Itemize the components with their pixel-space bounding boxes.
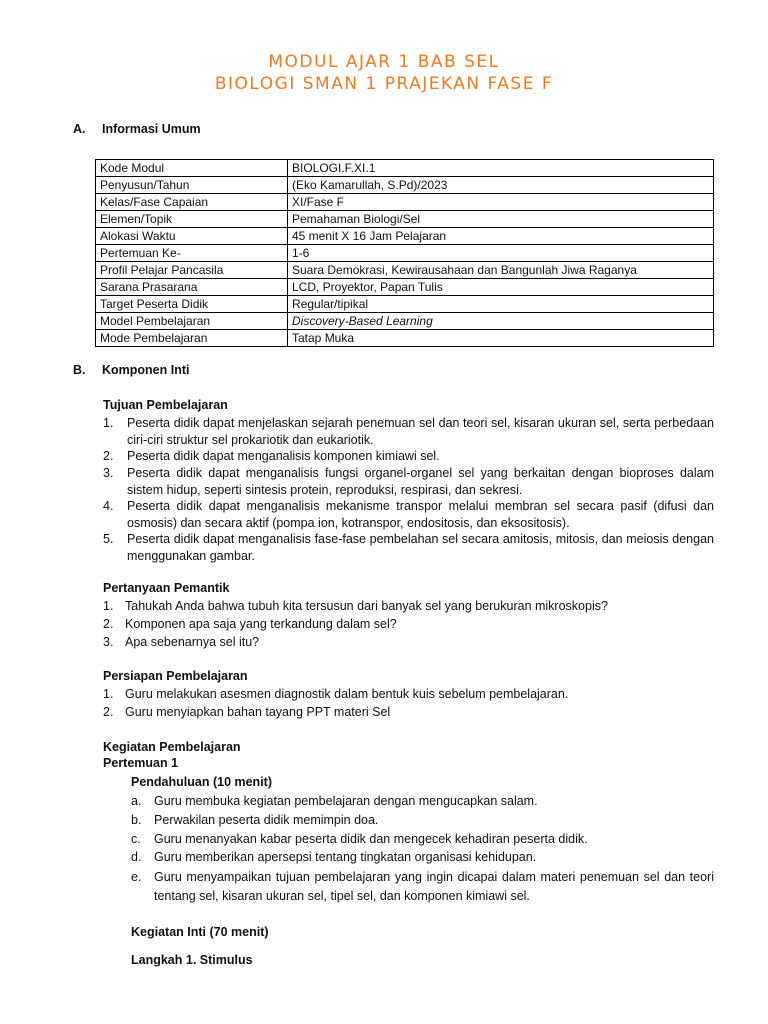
langkah-heading: Langkah 1. Stimulus <box>131 953 253 967</box>
list-letter: a. <box>131 794 142 808</box>
list-item <box>103 616 714 633</box>
list-letter: d. <box>131 850 142 864</box>
list-text: Guru membuka kegiatan pembelajaran dengan mengucapkan salam. <box>154 794 538 808</box>
list-number: 2. <box>103 449 114 463</box>
persiapan-heading: Persiapan Pembelajaran <box>103 669 248 683</box>
list-text: Peserta didik dapat menganalisis komponen kimiawi sel. <box>127 449 440 463</box>
list-item <box>131 849 714 866</box>
document-title-line-2: BIOLOGI SMAN 1 PRAJEKAN FASE F <box>214 74 554 94</box>
table-key: Kode Modul <box>96 160 288 177</box>
pendahuluan-heading: Pendahuluan (10 menit) <box>131 775 272 789</box>
list-number: 3. <box>103 466 114 480</box>
table-value: Tatap Muka <box>288 330 714 347</box>
section-b-label: Komponen Inti <box>102 363 190 377</box>
list-text: Komponen apa saja yang terkandung dalam sel? <box>125 617 397 631</box>
table-row <box>96 228 714 245</box>
list-text: Peserta didik dapat menganalisis fase-fase pembelahan sel secara amitosis, mitosis, dan meiosis dengan menggunakan gambar. <box>127 532 714 563</box>
list-text: Perwakilan peserta didik memimpin doa. <box>154 813 379 827</box>
table-row <box>96 296 714 313</box>
section-b-letter: B. <box>73 363 86 377</box>
list-text: Peserta didik dapat menjelaskan sejarah penemuan sel dan teori sel, kisaran ukuran sel, serta perbedaan ciri-ciri struktur sel prokariotik dan eukariotik. <box>127 416 714 447</box>
list-number: 2. <box>103 705 114 719</box>
list-item <box>103 634 714 651</box>
table-row <box>96 160 714 177</box>
list-item <box>131 812 714 829</box>
list-number: 4. <box>103 499 114 513</box>
table-key: Sarana Prasarana <box>96 279 288 296</box>
list-item <box>131 868 714 906</box>
list-number: 2. <box>103 617 114 631</box>
list-number: 3. <box>103 635 114 649</box>
list-item <box>103 415 714 449</box>
table-key: Penyusun/Tahun <box>96 177 288 194</box>
list-number: 5. <box>103 532 114 546</box>
pemantik-heading: Pertanyaan Pemantik <box>103 581 230 595</box>
list-text: Guru menanyakan kabar peserta didik dan mengecek kehadiran peserta didik. <box>154 832 588 846</box>
table-value: Suara Demokrasi, Kewirausahaan dan Bangunlah Jiwa Raganya <box>288 262 714 279</box>
list-item <box>103 598 714 615</box>
table-value: XI/Fase F <box>288 194 714 211</box>
kegiatan-inti-heading: Kegiatan Inti (70 menit) <box>131 925 269 939</box>
table-key: Target Peserta Didik <box>96 296 288 313</box>
list-letter: e. <box>131 870 142 884</box>
kegiatan-heading: Kegiatan Pembelajaran <box>103 740 241 754</box>
table-value: BIOLOGI.F.XI.1 <box>288 160 714 177</box>
table-value: (Eko Kamarullah, S.Pd)/2023 <box>288 177 714 194</box>
list-item <box>103 686 714 703</box>
info-table <box>95 159 714 347</box>
list-text: Guru menyiapkan bahan tayang PPT materi Sel <box>125 705 391 719</box>
table-row <box>96 177 714 194</box>
list-item <box>103 498 714 532</box>
table-value: Discovery-Based Learning <box>288 313 714 330</box>
table-row <box>96 211 714 228</box>
table-row <box>96 279 714 296</box>
table-key: Alokasi Waktu <box>96 228 288 245</box>
list-item <box>131 831 714 848</box>
table-value: 1-6 <box>288 245 714 262</box>
list-number: 1. <box>103 599 114 613</box>
table-row <box>96 313 714 330</box>
list-number: 1. <box>103 416 114 430</box>
list-text: Apa sebenarnya sel itu? <box>125 635 260 649</box>
list-letter: c. <box>131 832 141 846</box>
list-item <box>131 793 714 810</box>
list-text: Guru memberikan apersepsi tentang tingkatan organisasi kehidupan. <box>154 850 537 864</box>
list-text: Guru melakukan asesmen diagnostik dalam bentuk kuis sebelum pembelajaran. <box>125 687 569 701</box>
table-value: LCD, Proyektor, Papan Tulis <box>288 279 714 296</box>
table-row <box>96 330 714 347</box>
list-item <box>103 704 714 721</box>
list-text: Peserta didik dapat menganalisis mekanisme transpor melalui membran sel secara pasif (difusi dan osmosis) dan secara aktif (pompa ion, kotranspor, endositosis, dan eksositosis). <box>127 499 714 530</box>
list-number: 1. <box>103 687 114 701</box>
table-value: 45 menit X 16 Jam Pelajaran <box>288 228 714 245</box>
list-text: Peserta didik dapat menganalisis fungsi organel-organel sel yang berkaitan dengan bioproses dalam sistem hidup, seperti sintesis protein, reproduksi, respirasi, dan sekresi. <box>127 466 714 497</box>
table-key: Model Pembelajaran <box>96 313 288 330</box>
list-text: Tahukah Anda bahwa tubuh kita tersusun dari banyak sel yang berukuran mikroskopis? <box>125 599 608 613</box>
table-key: Kelas/Fase Capaian <box>96 194 288 211</box>
list-item <box>103 465 714 499</box>
list-item <box>103 448 714 465</box>
table-key: Elemen/Topik <box>96 211 288 228</box>
tujuan-heading: Tujuan Pembelajaran <box>103 398 228 412</box>
table-key: Pertemuan Ke- <box>96 245 288 262</box>
table-value: Pemahaman Biologi/Sel <box>288 211 714 228</box>
table-key: Mode Pembelajaran <box>96 330 288 347</box>
pertemuan-heading: Pertemuan 1 <box>103 756 179 770</box>
table-row <box>96 262 714 279</box>
document-title-line-1: MODUL AJAR 1 BAB SEL <box>268 52 500 72</box>
list-text: Guru menyampaikan tujuan pembelajaran yang ingin dicapai dalam materi penemuan sel dan teori tentang sel, kisaran ukuran sel, tipel sel, dan komponen kimiawi sel. <box>154 870 714 903</box>
table-value: Regular/tipikal <box>288 296 714 313</box>
table-row <box>96 194 714 211</box>
table-key: Profil Pelajar Pancasila <box>96 262 288 279</box>
list-letter: b. <box>131 813 142 827</box>
table-row <box>96 245 714 262</box>
list-item <box>103 531 714 565</box>
section-a-label: Informasi Umum <box>102 122 201 136</box>
section-a-letter: A. <box>73 122 86 136</box>
